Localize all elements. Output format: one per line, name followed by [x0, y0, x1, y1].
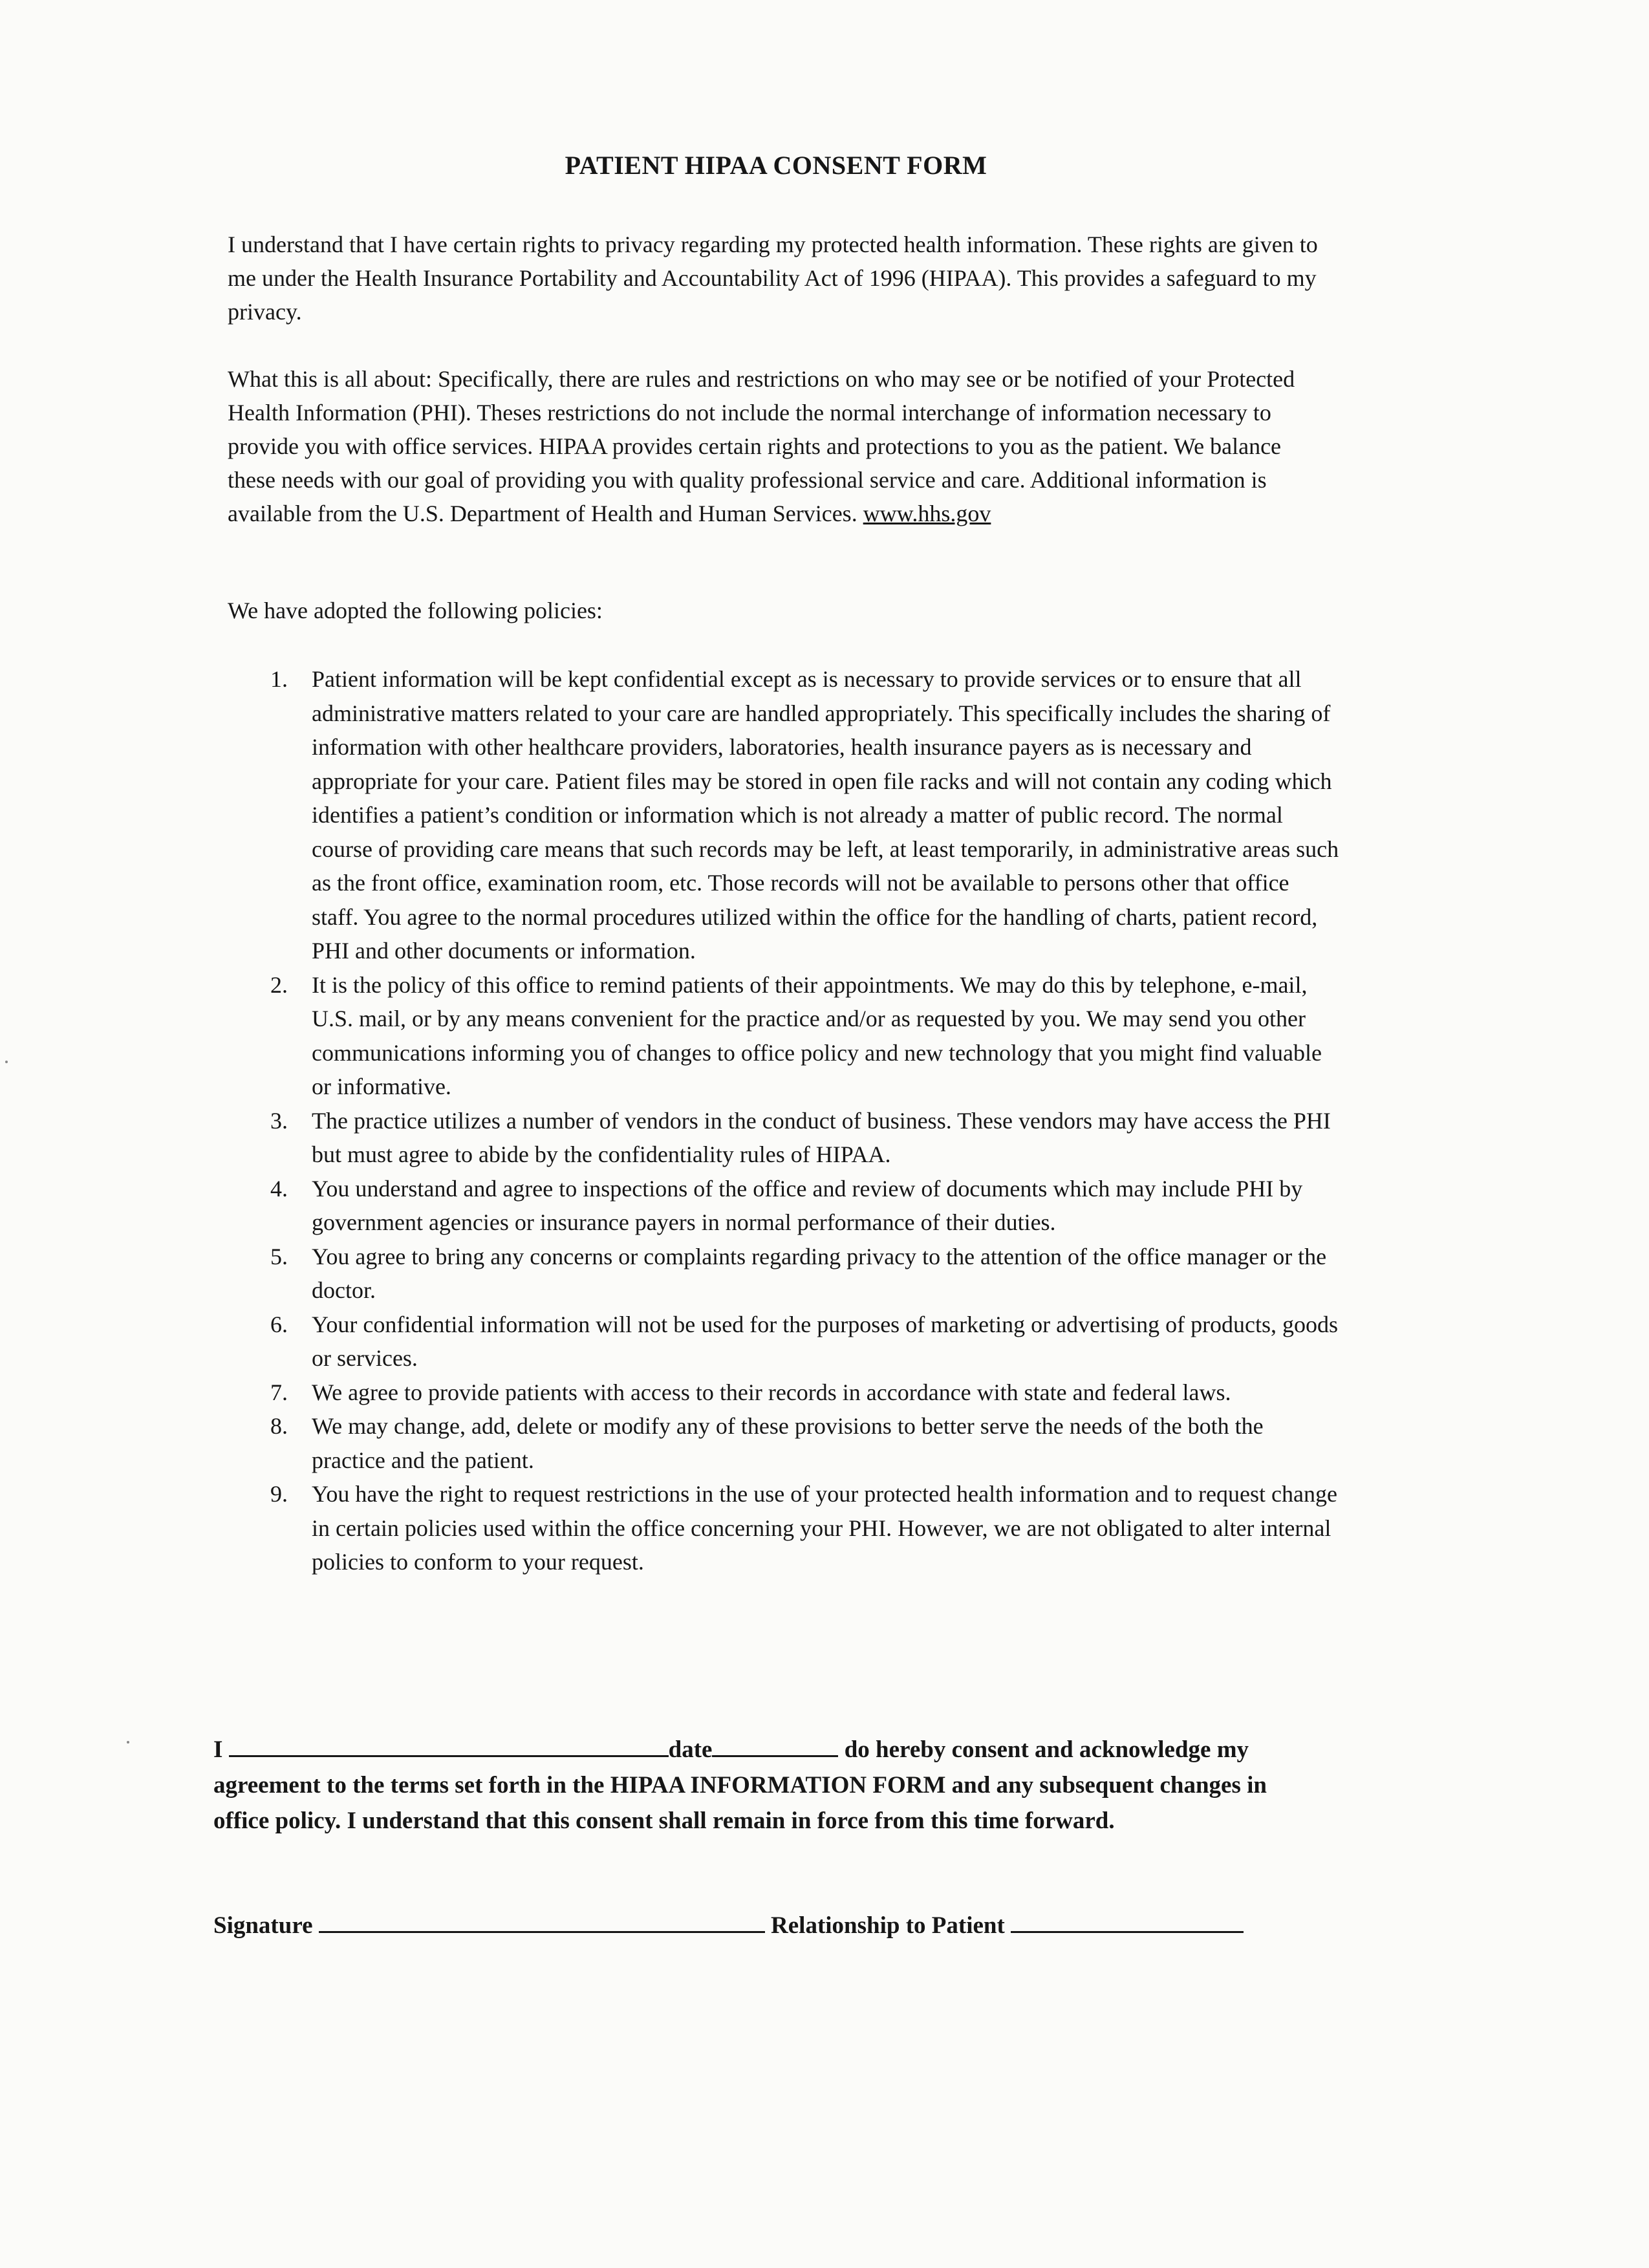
policy-item [228, 968, 1340, 1104]
policy-number: 4. [270, 1175, 288, 1202]
policy-item [228, 662, 1340, 968]
policy-text: It is the policy of this office to remind patients of their appointments. We may do this by telephone, e-mail, U.S. mail, or by any means convenient for the practice and/or as requested by you. We may send you other communications informing you of changes to office policy and new technology that you might find valuable or informative. [312, 971, 1322, 1099]
hhs-link[interactable]: www.hhs.gov [863, 501, 991, 526]
policy-number: 6. [270, 1311, 288, 1337]
policy-number: 1. [270, 666, 288, 692]
signature-line [213, 1908, 1326, 1943]
policy-text: You have the right to request restrictions in the use of your protected health information and to request change in certain policies used within the office concerning your PHI. However, we are not obligated to alter internal policies to conform to your request. [312, 1481, 1337, 1575]
page-title: PATIENT HIPAA CONSENT FORM [565, 151, 987, 180]
intro-paragraph: I understand that I have certain rights to privacy regarding my protected health information. These rights are given to me under the Health Insurance Portability and Accountability Act of 1996 (HIPAA). This provides a safeguard to my privacy. [228, 232, 1318, 325]
policy-text: You understand and agree to inspections of the office and review of documents which may include PHI by government agencies or insurance payers in normal performance of their duties. [312, 1175, 1303, 1235]
policy-text: We agree to provide patients with access to their records in accordance with state and federal laws. [312, 1379, 1231, 1405]
consent-statement [213, 1732, 1326, 1839]
scan-speck [5, 1061, 8, 1063]
policy-text: Your confidential information will not be used for the purposes of marketing or advertising of products, goods or services. [312, 1311, 1339, 1371]
signature-label: Signature [213, 1912, 313, 1939]
policy-number: 7. [270, 1379, 288, 1405]
consent-date-label: date [668, 1736, 713, 1763]
patient-name-blank[interactable] [229, 1732, 669, 1757]
policy-number: 9. [270, 1481, 288, 1507]
policy-item [228, 1172, 1340, 1240]
policy-item [228, 1308, 1340, 1376]
policy-number: 2. [270, 971, 288, 998]
policy-item [228, 1104, 1340, 1172]
policy-number: 8. [270, 1413, 288, 1439]
consent-i-label: I [213, 1736, 223, 1763]
policy-item [228, 1477, 1340, 1579]
policy-text: The practice utilizes a number of vendors in the conduct of business. These vendors may have access the PHI but must agree to abide by the confidentiality rules of HIPAA. [312, 1107, 1331, 1167]
policy-item [228, 1240, 1340, 1308]
policy-item [228, 1376, 1340, 1410]
policy-number: 5. [270, 1243, 288, 1269]
policy-list [228, 662, 1340, 1579]
about-text: What this is all about: Specifically, there are rules and restrictions on who may see or be notified of your Protected Health Information (PHI). Theses restrictions do not include the normal interchange of information necessary to provide you with office services. HIPAA provides certain rights and protections to you as the patient. We balance these needs with our goal of providing you with quality professional service and care. Additional information is available from the U.S. Department of Health and Human Services. [228, 366, 1295, 526]
consent-body: my agreement to the terms set forth in the HIPAA INFORMATION FORM and any subsequent changes in office policy. I understand that this consent shall remain in force from this time forward. [213, 1736, 1267, 1834]
scan-speck [127, 1741, 129, 1744]
policy-text: You agree to bring any concerns or complaints regarding privacy to the attention of the office manager or the doctor. [312, 1243, 1327, 1303]
policy-text: We may change, add, delete or modify any of these provisions to better serve the needs of the both the practice and the patient. [312, 1413, 1264, 1473]
policies-intro: We have adopted the following policies: [228, 598, 603, 623]
relationship-blank[interactable] [1011, 1908, 1244, 1933]
relationship-label: Relationship to Patient [771, 1912, 1005, 1939]
policy-number: 3. [270, 1107, 288, 1134]
consent-after-date: do hereby consent and acknowledge [844, 1736, 1211, 1763]
date-blank[interactable] [712, 1732, 838, 1757]
policy-text: Patient information will be kept confidential except as is necessary to provide services or to ensure that all administrative matters related to your care are handled appropriately. This specifically includes the sharing of information with other healthcare providers, laboratories, health insurance payers as is necessary and appropriate for your care. Patient files may be stored in open file racks and will not contain any coding which identifies a patient’s condition or information which is not already a matter of public record. The normal course of providing care means that such records may be left, at least temporarily, in administrative areas such as the front office, examination room, etc. Those records will not be available to persons other that office staff. You agree to the normal procedures utilized within the office for the handling of charts, patient record, PHI and other documents or information. [312, 666, 1339, 964]
about-paragraph [228, 362, 1327, 530]
signature-blank[interactable] [319, 1908, 765, 1933]
policy-item [228, 1409, 1340, 1477]
